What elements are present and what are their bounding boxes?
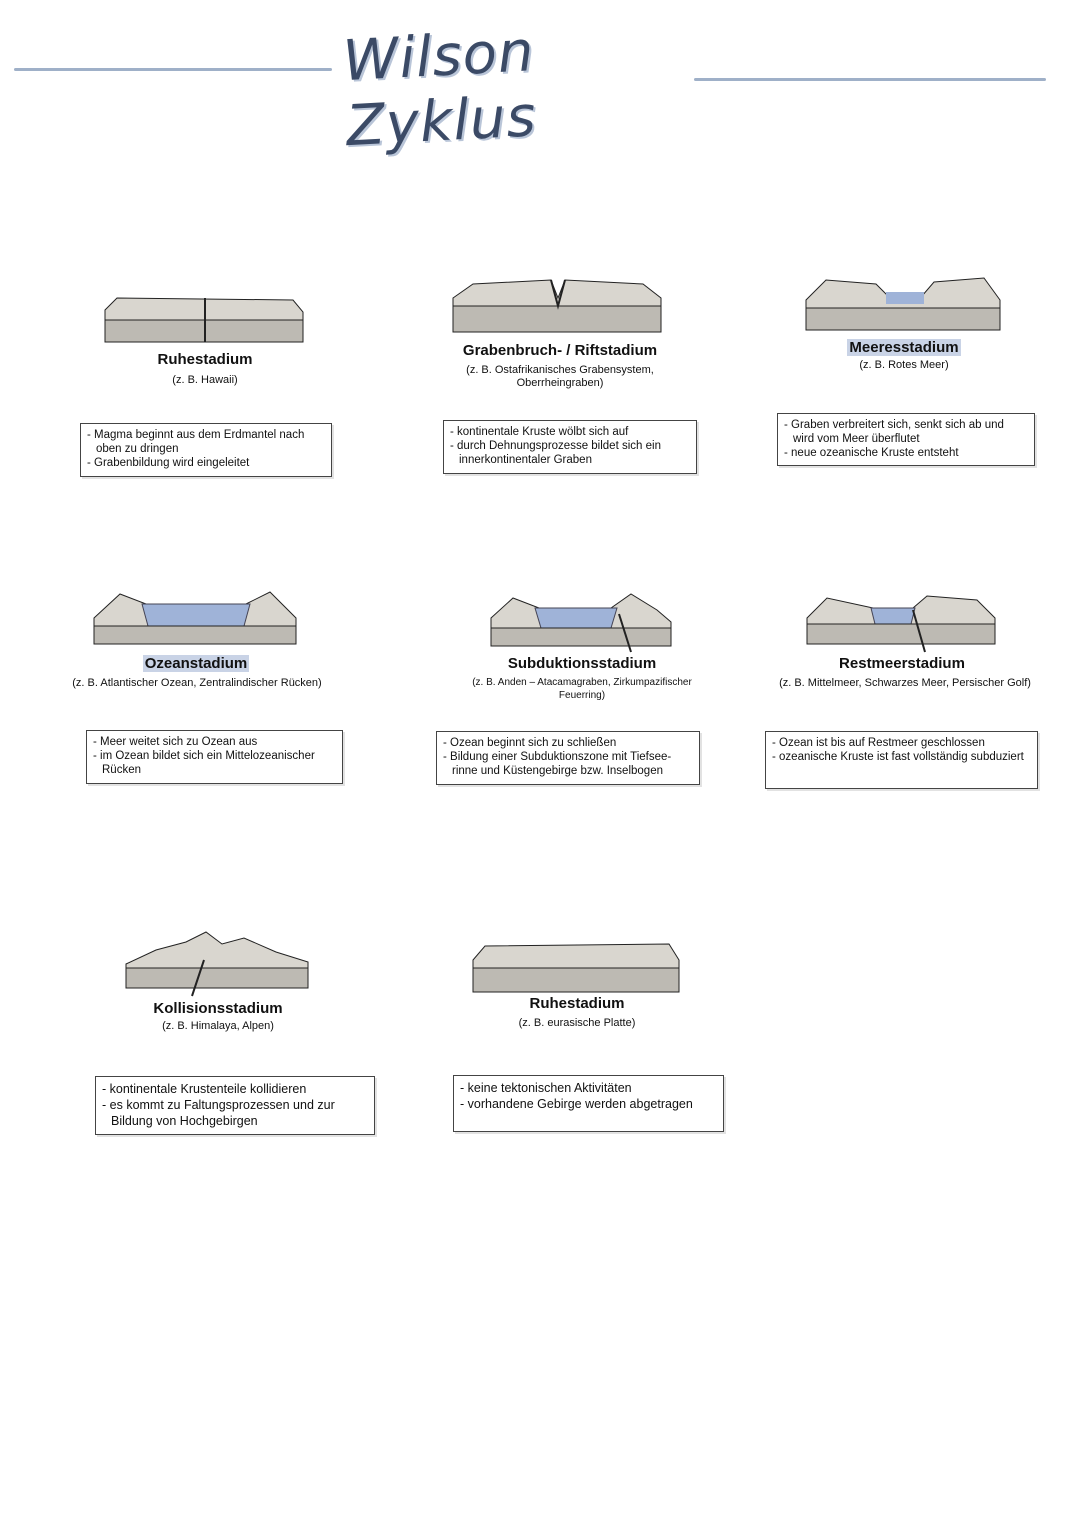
page-title: Wilson Zyklus bbox=[341, 19, 539, 160]
diagram-meeresstadium bbox=[806, 270, 1002, 334]
description-point: - Ozean ist bis auf Restmeer geschlossen bbox=[772, 736, 1031, 750]
stage-title: Grabenbruch- / Riftstadium bbox=[462, 342, 658, 359]
header-line-left bbox=[14, 68, 332, 71]
diagram-restmeerstadium bbox=[807, 590, 997, 654]
description-point: - ozeanische Kruste ist fast vollständig subduziert bbox=[772, 750, 1031, 764]
stage-example: (z. B. Anden – Atacamagraben, Zirkumpazifischer Feuerring) bbox=[472, 677, 692, 701]
description-point: - keine tektonischen Aktivitäten bbox=[460, 1080, 717, 1096]
description-point: - im Ozean bildet sich ein Mittelozeanischer Rücken bbox=[93, 749, 336, 777]
stage-title: Subduktionsstadium bbox=[507, 655, 657, 672]
stage-title: Kollisionsstadium bbox=[153, 1000, 283, 1017]
description-box bbox=[453, 1075, 724, 1132]
stage-example: (z. B. Hawaii) bbox=[172, 374, 238, 386]
diagram-riftstadium bbox=[453, 272, 663, 336]
description-box bbox=[777, 413, 1035, 466]
description-point: - durch Dehnungsprozesse bildet sich ein innerkontinentaler Graben bbox=[450, 439, 690, 467]
description-point: - kontinentale Kruste wölbt sich auf bbox=[450, 425, 690, 439]
description-point: - Meer weitet sich zu Ozean aus bbox=[93, 735, 336, 749]
diagram-subduktionsstadium bbox=[491, 590, 673, 654]
stage-title: Restmeerstadium bbox=[839, 655, 965, 672]
diagram-ozeanstadium bbox=[94, 586, 298, 650]
stage-title-text: Ozeanstadium bbox=[144, 655, 248, 672]
stage-example: (z. B. Himalaya, Alpen) bbox=[162, 1020, 274, 1032]
description-point: - Bildung einer Subduktionszone mit Tiefsee-rinne und Küstengebirge bzw. Inselbogen bbox=[443, 750, 693, 778]
stage-example: (z. B. Mittelmeer, Schwarzes Meer, Persischer Golf) bbox=[779, 677, 1031, 689]
description-point: - vorhandene Gebirge werden abgetragen bbox=[460, 1096, 717, 1112]
description-box bbox=[95, 1076, 375, 1135]
stage-title-text: Meeresstadium bbox=[849, 339, 959, 356]
description-box bbox=[436, 731, 700, 785]
diagram-ruhestadium-1 bbox=[105, 290, 305, 350]
stage-example: (z. B. eurasische Platte) bbox=[518, 1017, 636, 1029]
description-point: - Grabenbildung wird eingeleitet bbox=[87, 456, 325, 470]
description-point: - Graben verbreitert sich, senkt sich ab und wird vom Meer überflutet bbox=[784, 418, 1028, 446]
stage-title bbox=[806, 339, 1002, 356]
stage-title bbox=[94, 655, 298, 672]
description-box bbox=[86, 730, 343, 784]
description-point: - Magma beginnt aus dem Erdmantel nach oben zu dringen bbox=[87, 428, 325, 456]
stage-example: (z. B. Rotes Meer) bbox=[859, 359, 949, 371]
diagram-ruhestadium-2 bbox=[473, 938, 681, 998]
description-box bbox=[443, 420, 697, 474]
stage-title: Ruhestadium bbox=[157, 351, 253, 368]
description-point: - es kommt zu Faltungsprozessen und zur Bildung von Hochgebirgen bbox=[102, 1097, 368, 1129]
description-box bbox=[80, 423, 332, 477]
description-point: - Ozean beginnt sich zu schließen bbox=[443, 736, 693, 750]
description-point: - neue ozeanische Kruste entsteht bbox=[784, 446, 1028, 460]
description-box bbox=[765, 731, 1038, 789]
stage-title: Ruhestadium bbox=[529, 995, 625, 1012]
stage-example: (z. B. Atlantischer Ozean, Zentralindischer Rücken) bbox=[72, 677, 322, 689]
description-point: - kontinentale Krustenteile kollidieren bbox=[102, 1081, 368, 1097]
diagram-kollisionsstadium bbox=[126, 930, 310, 1000]
header-line-right bbox=[694, 78, 1046, 81]
stage-example: (z. B. Ostafrikanisches Grabensystem, Oberrheingraben) bbox=[466, 364, 654, 389]
